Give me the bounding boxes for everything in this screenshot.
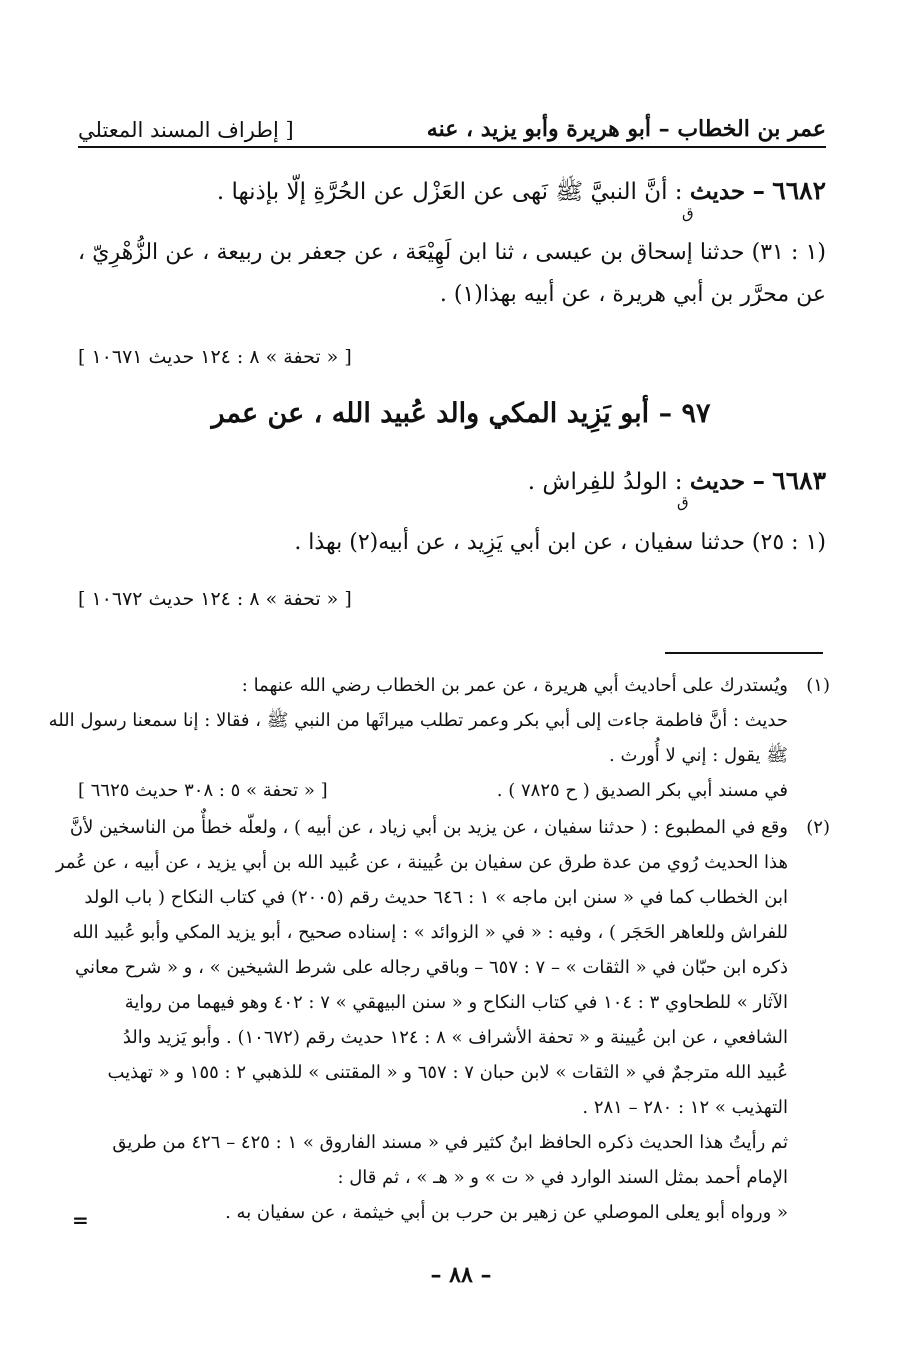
hadith-6683-isnad: (١ : ٢٥) حدثنا سفيان ، عن ابن أبي يَزِيد ، عن أبيه(٢) بهذا .: [294, 530, 826, 555]
source-marker: ق: [677, 493, 689, 511]
footnote-line: وقع في المطبوع : ( حدثنا سفيان ، عن يزيد بن أبي زياد ، عن أبيه ) ، ولعلّه خطأٌ من الناسخين لأنَّ: [69, 817, 788, 838]
hadith-number: ٦٦٨٢: [772, 176, 826, 205]
dash: –: [752, 176, 765, 205]
footnote-number: (٢): [806, 817, 830, 838]
header-book-title: [ إطراف المسند المعتلي: [78, 118, 294, 142]
running-header: [78, 98, 826, 148]
footnote-line: ابن الخطاب كما في « سنن ابن ماجه » ١ : ٦٤٦ حديث رقم (٢٠٠٥) في كتاب النكاح ( باب الولد: [84, 887, 788, 908]
hadith-keyword: حديث: [689, 468, 746, 495]
page-number: – ٨٨ –: [430, 1262, 492, 1288]
footnote-number: (١): [806, 675, 830, 696]
footnote-line: « ورواه أبو يعلى الموصلي عن زهير بن حرب بن أبي خيثمة ، عن سفيان به .: [225, 1202, 788, 1223]
continuation-mark: =: [72, 1208, 89, 1232]
footnote-takhrij: [ « تحفة » ٥ : ٣٠٨ حديث ٦٦٢٥ ]: [78, 780, 328, 801]
footnote-line: الإمام أحمد بمثل السند الوارد في « ت » و « هـ » ، ثم قال :: [337, 1167, 788, 1188]
footnote-line: ﷺ يقول : إني لا أُورث .: [609, 745, 788, 766]
footnote-line: عُبيد الله مترجمٌ في « الثقات » لابن حبان ٧ : ٦٥٧ و « المقتنى » للذهبي ٢ : ١٥٥ و « تهذيب: [107, 1062, 788, 1083]
footnote-line: للفراش وللعاهر الحَجَر ) ، وفيه : « في « الزوائد » : إسناده صحيح ، أبو يزيد المكي وأبو عُبيد الله: [72, 922, 788, 943]
hadith-6683-heading: [78, 466, 826, 495]
footnote-separator: [665, 652, 823, 654]
hadith-6682-heading: [78, 176, 826, 211]
footnote-line: ثم رأيتُ هذا الحديث ذكره الحافظ ابنُ كثير في « مسند الفاروق » ١ : ٤٢٥ – ٤٢٦ من طريق: [112, 1132, 788, 1153]
footnote-line: الآثار » للطحاوي ٣ : ١٠٤ في كتاب النكاح و « سنن البيهقي » ٧ : ٤٠٢ وهو فيهما من رواية: [124, 992, 788, 1013]
hadith-6682-isnad: (١ : ٣١) حدثنا إسحاق بن عيسى ، ثنا ابن لَهِيْعَة ، عن جعفر بن ربيعة ، عن الزُّهْرِيّ ، عن محرَّر بن أبي هريرة ، عن أبيه بهذا(١) .: [78, 240, 826, 307]
footnote-2: [55, 810, 830, 1230]
hadith-text: : أنَّ النبيَّ ﷺ نَهى عن العَزْل عن الحُرَّةِ إلّا بإذنها .: [216, 179, 683, 205]
footnote-line: حديث : أنَّ فاطمة جاءت إلى أبي بكر وعمر تطلب ميراثَها من النبي ﷺ ، فقالا : إنا سمعنا رسول الله: [48, 710, 788, 731]
dash: –: [752, 466, 765, 495]
hadith-6682-takhrij: [ « تحفة » ٨ : ١٢٤ حديث ١٠٦٧١ ]: [78, 346, 352, 368]
hadith-keyword: حديث: [689, 178, 746, 205]
hadith-6683-takhrij: [ « تحفة » ٨ : ١٢٤ حديث ١٠٦٧٢ ]: [78, 588, 352, 610]
hadith-text: : الولدُ للفِراش .: [527, 469, 683, 495]
footnote-line: ذكره ابن حبّان في « الثقات » – ٧ : ٦٥٧ – وباقي رجاله على شرط الشيخين » ، و « شرح معاني: [75, 957, 788, 978]
footnote-line: التهذيب » ١٢ : ٢٨٠ – ٢٨١ .: [582, 1097, 788, 1118]
footnote-source: في مسند أبي بكر الصديق ( ح ٧٨٢٥ ) .: [496, 780, 788, 801]
header-chapter-title: عمر بن الخطاب – أبو هريرة وأبو يزيد ، عنه: [426, 116, 826, 142]
hadith-number: ٦٦٨٣: [772, 466, 826, 495]
footnote-line: [78, 773, 788, 808]
footnote-line: الشافعي ، عن ابن عُيينة و « تحفة الأشراف » ٨ : ١٢٤ حديث رقم (١٠٦٧٢) . وأبو يَزيد والدُ: [122, 1027, 788, 1048]
source-marker: ق: [682, 204, 694, 222]
footnote-1: [48, 668, 830, 808]
chapter-heading: ٩٧ – أبو يَزِيد المكي والد عُبيد الله ، عن عمر: [211, 398, 711, 429]
footnote-line: ويُستدرك على أحاديث أبي هريرة ، عن عمر بن الخطاب رضي الله عنهما :: [241, 675, 788, 696]
footnote-line: هذا الحديث رُوي من عدة طرق عن سفيان بن عُيينة ، عن عُبيد الله بن أبي يزيد ، عن أبيه ، عن عُمر: [55, 852, 788, 873]
